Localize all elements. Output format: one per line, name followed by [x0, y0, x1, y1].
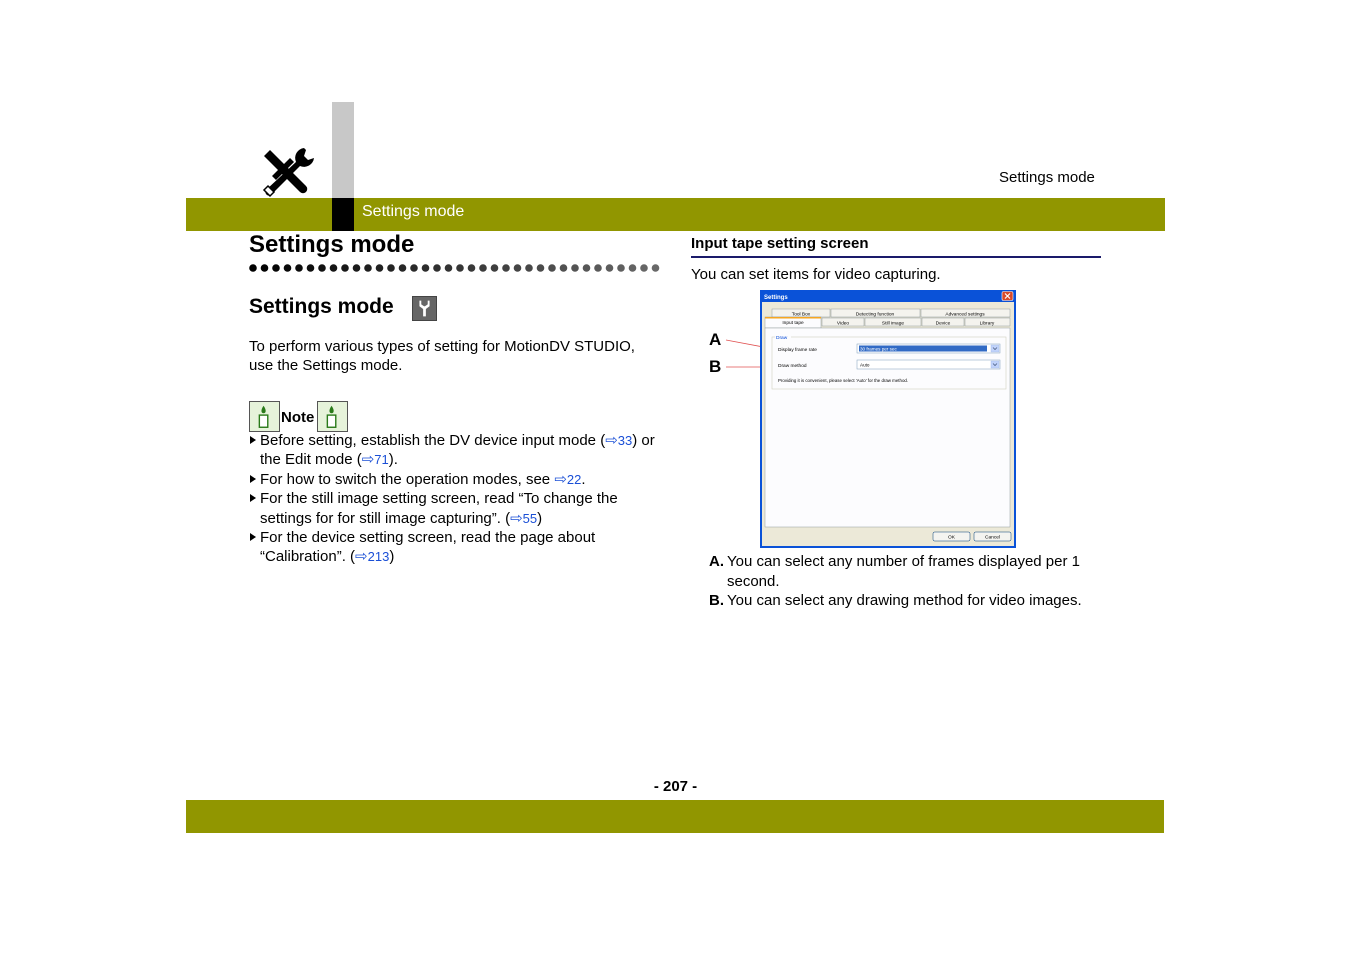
divider-dot [514, 264, 522, 272]
divider-dot [525, 264, 533, 272]
note-candle-icon [249, 401, 280, 432]
note-text: . [581, 470, 586, 488]
page-link[interactable]: 213 [367, 549, 390, 565]
divider-dot [548, 264, 556, 272]
note-text: ) or the Edit mode ( [260, 432, 655, 469]
divider-dot [307, 264, 315, 272]
divider-dot [353, 264, 361, 272]
divider-dot [468, 264, 476, 272]
note-text: ) [389, 548, 395, 566]
subsection-heading: Input tape setting screen [691, 235, 869, 252]
cancel-button[interactable] [974, 532, 1011, 541]
note-list [249, 431, 659, 567]
divider-dot [652, 264, 660, 272]
divider-dot [640, 264, 648, 272]
tab-label: Tool Box [791, 312, 811, 318]
footer-bar [186, 800, 1164, 833]
divider-dot [364, 264, 372, 272]
divider-dot [387, 264, 395, 272]
divider-dot [284, 264, 292, 272]
divider-dot [249, 264, 257, 272]
field-label: Display frame rate [778, 348, 817, 353]
tab-label: Detecting function [855, 312, 895, 318]
arrow-right-icon: ⇨ [510, 509, 523, 527]
dotted-divider [249, 263, 661, 273]
note-item [249, 431, 659, 470]
chevron-down-icon[interactable] [991, 345, 999, 352]
description-row [709, 591, 1101, 611]
divider-dot [376, 264, 384, 272]
wrench-icon [412, 296, 437, 321]
description-text: You can select any drawing method for video images. [727, 592, 1082, 609]
divider-dot [594, 264, 602, 272]
select-value: Auto [860, 362, 870, 368]
header-tab-gray [332, 102, 354, 198]
divider-dot [583, 264, 591, 272]
draw-method-select[interactable] [857, 360, 1000, 369]
note-text: ). [388, 451, 398, 469]
button-label: Cancel [985, 535, 1000, 541]
note-item [249, 528, 659, 567]
divider-dot [571, 264, 579, 272]
page-link[interactable]: 33 [617, 433, 633, 448]
page-title: Settings mode [249, 231, 415, 258]
divider-dot [537, 264, 545, 272]
tools-icon [260, 146, 318, 198]
note-item [249, 489, 659, 528]
divider-dot [606, 264, 614, 272]
tab-label: Device [935, 321, 951, 327]
chevron-down-icon[interactable] [991, 361, 999, 368]
divider-dot [295, 264, 303, 272]
select-value: 30 frames per sec [860, 346, 897, 352]
intro-paragraph: To perform various types of setting for MotionDV STUDIO, use the Settings mode. [249, 338, 635, 374]
note-label: Note [281, 409, 315, 426]
field-label: Draw method [778, 364, 807, 369]
divider-dot [560, 264, 568, 272]
description-text: You can select any number of frames displayed per 1 second. [727, 553, 1080, 590]
note-item [249, 470, 659, 489]
heading-rule [691, 256, 1101, 258]
header-bar-label: Settings mode [362, 203, 465, 220]
divider-dot [341, 264, 349, 272]
divider-dot [399, 264, 407, 272]
callout-descriptions [709, 552, 1101, 611]
running-head: Settings mode [999, 169, 1095, 186]
callout-a: A [709, 330, 722, 349]
divider-dot [629, 264, 637, 272]
divider-dot [330, 264, 338, 272]
frame-rate-select[interactable] [857, 344, 1000, 353]
arrow-right-icon: ⇨ [355, 548, 368, 566]
window-title: Settings [764, 295, 788, 301]
divider-dot [433, 264, 441, 272]
page-link[interactable]: 55 [522, 510, 538, 526]
note-text: For the device setting screen, read the page about “Calibration”. ( [260, 529, 596, 566]
tab-label: Input tape [782, 321, 804, 326]
divider-dot [261, 264, 269, 272]
divider-dot [272, 264, 280, 272]
divider-dot [456, 264, 464, 272]
arrow-right-icon: ⇨ [605, 432, 618, 449]
description-row [709, 552, 1101, 591]
divider-dot [479, 264, 487, 272]
divider-dot [445, 264, 453, 272]
section-title: Settings mode [249, 295, 394, 318]
tab-label: Advanced settings [945, 312, 985, 318]
description-label: B. [709, 592, 724, 609]
arrow-right-icon: ⇨ [361, 451, 375, 469]
divider-dot [502, 264, 510, 272]
note-text: For the still image setting screen, read “To change the settings for for still image capturing”. ( [260, 490, 618, 527]
description-label: A. [709, 553, 724, 570]
header-tab-black [332, 198, 354, 231]
callout-b: B [709, 357, 722, 376]
subsection-intro: You can set items for video capturing. [691, 266, 941, 283]
close-icon[interactable] [1002, 292, 1013, 301]
ok-button[interactable] [933, 532, 970, 541]
divider-dot [410, 264, 418, 272]
note-candle-icon [317, 401, 348, 432]
button-label: OK [948, 535, 955, 541]
divider-dot [318, 264, 326, 272]
page-link[interactable]: 22 [566, 471, 582, 487]
settings-window-screenshot [760, 290, 1016, 548]
tab-label: Library [979, 321, 995, 327]
divider-dot [491, 264, 499, 272]
page-number: - 207 - [653, 778, 698, 795]
page-link[interactable]: 71 [374, 452, 389, 468]
tab-label: Video [836, 321, 850, 327]
divider-dot [422, 264, 430, 272]
note-text: Before setting, establish the DV device input mode ( [260, 432, 606, 449]
note-text: For how to switch the operation modes, see [260, 470, 555, 488]
group-label: Draw [776, 336, 788, 341]
tab-label: Still image [881, 321, 905, 327]
hint-text: Providing it is convenient, please select 'Auto' for the draw method. [778, 378, 909, 383]
note-text: ) [537, 509, 543, 527]
arrow-right-icon: ⇨ [554, 470, 567, 488]
divider-dot [617, 264, 625, 272]
